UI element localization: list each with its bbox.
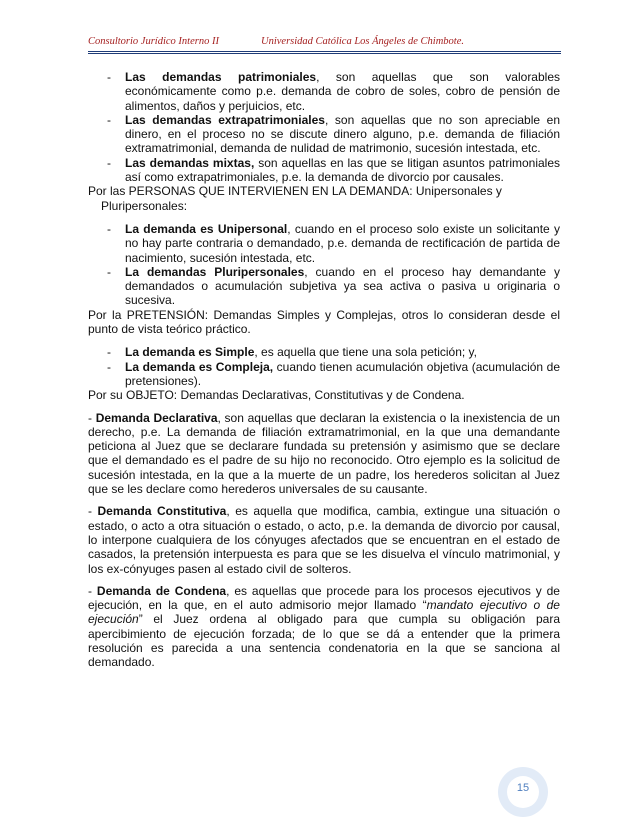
page-number-badge [498,767,548,817]
list-item: - Las demandas extrapatrimoniales, son aquellas que no son apreciable en dinero, en el proceso no se discute dinero alguno, p.e. demanda de filiación extramatrimonial, demanda de nulidad de matrimonio, sucesión intestada, etc. [107,112,560,156]
header-rule [88,51,561,54]
pretension-list [88,345,560,388]
personas-heading-cont: Pluripersonales: [101,198,188,213]
list-item: - La demanda es Simple, es aquella que tiene una sola petición; y, [107,345,477,360]
list-item: - La demandas Pluripersonales, cuando en el proceso hay demandante y demandados o acumulación subjetiva ya sea activa o pasiva u originaria o sucesiva. [107,264,560,308]
list-item: - La demanda es Compleja, cuando tienen acumulación objetiva (acumulación de pretensiones). [107,359,561,388]
term: La demanda es Simple [125,345,255,360]
term: Las demandas mixtas, [125,155,255,170]
declarativa-paragraph: - Demanda Declarativa, son aquellas que declaran la existencia o la inexistencia de un derecho, p.e. La demanda de filiación extramatrimonial, en la que una demandante peticiona al Juez que se declarare fundada su pretensión y asimismo que se declare que el demandado es el padre de su hijo no reconocido. Otro ejemplo es la solicitud de sucesión intestada, en la que a la muerte de un padre, los herederos solicitan al Juez que se les declare como herederos universales de su causante. [88,410,560,497]
term: La demanda es Compleja, [125,359,274,374]
page-number: 15 [516,782,530,794]
header-course-title: Consultorio Jurídico Interno II [88,36,219,47]
objeto-heading: Por su OBJETO: Demandas Declarativas, Constitutivas y de Condena. [88,388,465,403]
term: Demanda de Condena [96,583,227,598]
personas-heading: Por las PERSONAS QUE INTERVIENEN EN LA DEMANDA: Unipersonales y [88,184,502,199]
term: La demandas Pluripersonales [125,264,305,279]
condena-paragraph: - Demanda de Condena, es aquellas que procede para los procesos ejecutivos y de ejecución, en la que, en el auto admisorio mejor llamado “mandato ejecutivo o de ejecución” el Juez ordena al obligado para que cumpla su obligación para apercibimiento de ejecución forzada; de lo que se dá a entender que la primera resolución es parecida a una sentencia condenatoria en la que se sanciona al demandado. [88,583,560,670]
personas-list [88,222,560,308]
constitutiva-paragraph: - Demanda Constitutiva, es aquella que modifica, cambia, extingue una situación o estado, o acto a otra situación o estado, o acto, p.e. la demanda de divorcio por causal, lo interpone cualquiera de los cónyuges afectados que se encuentran en el estado de casados, la pretensión interpuesta es para que se les disuelva el vínculo matrimonial, y los ex-cónyuges pasen al estado civil de solteros. [88,504,561,576]
list-item: - Las demandas mixtas, son aquellas en las que se litigan asuntos patrimoniales así como extrapatrimoniales, p.e. la demanda de divorcio por causales. [107,155,561,185]
document-body [88,70,560,670]
term: Las demandas extrapatrimoniales [125,112,325,127]
term: Demanda Declarativa [95,410,218,425]
italic-term: mandato ejecutivo o de ejecución [88,598,560,627]
list-item: - Las demandas patrimoniales, son aquellas que son valorables económicamente como p.e. demanda de cobro de soles, cobro de pensión de alimentos, daños y perjuicios, etc. [107,70,560,113]
term: Las demandas patrimoniales [125,70,317,84]
list-item: - La demanda es Unipersonal, cuando en el proceso solo existe un solicitante y no hay parte contraria o demandado, p.e. demanda de rectificación de partida de nacimiento, sucesión intestada, etc. [107,221,560,265]
running-header [88,36,560,47]
term: La demanda es Unipersonal [125,221,288,236]
header-university: Universidad Católica Los Ángeles de Chimbote. [261,36,464,47]
patrimonial-list [88,70,560,184]
term: Demanda Constitutiva [97,504,227,519]
pretension-heading: Por la PRETENSIÓN: Demandas Simples y Complejas, otros lo consideran desde el punto de vista teórico práctico. [88,307,560,337]
